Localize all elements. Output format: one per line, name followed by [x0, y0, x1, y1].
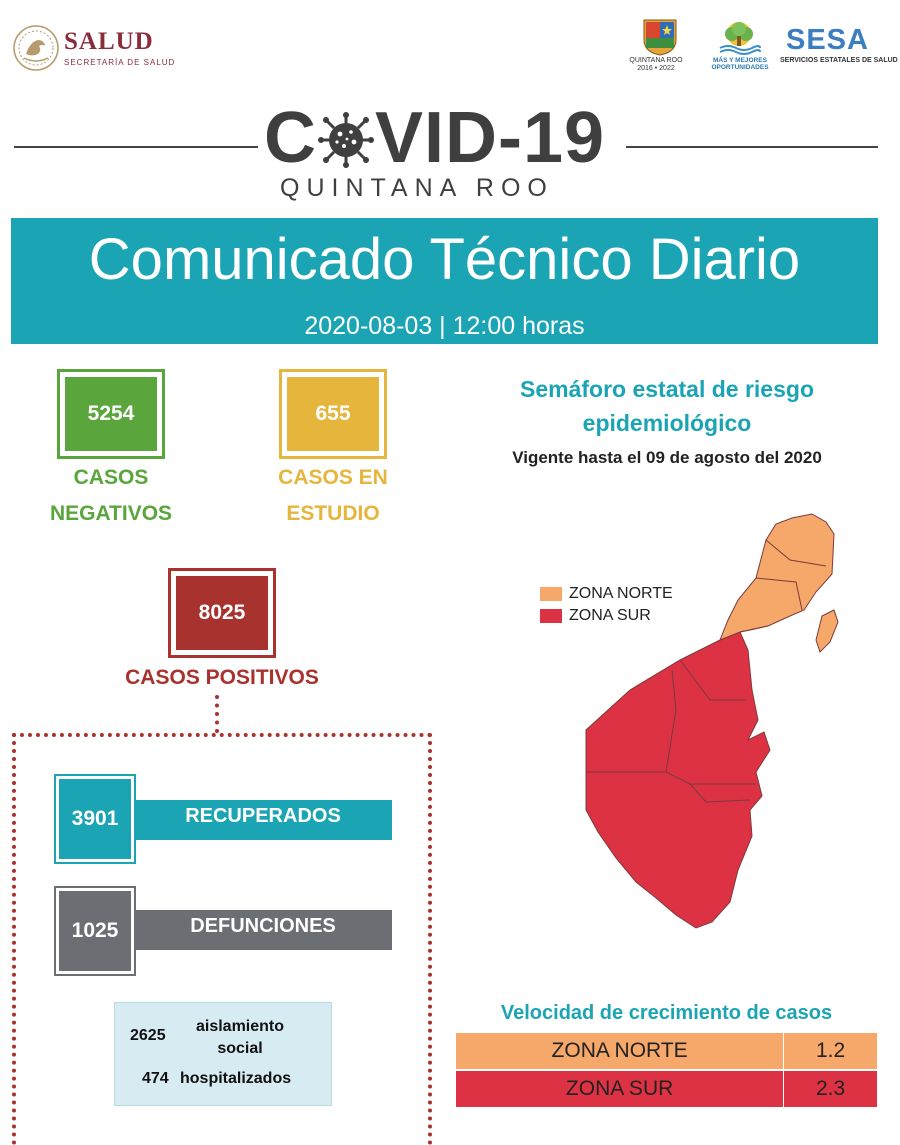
velocidad-zona-norte: ZONA NORTE	[551, 1039, 688, 1062]
map-zona-sur	[586, 632, 770, 928]
mmo-logo-text	[708, 57, 772, 71]
quintana-roo-logo-text	[626, 57, 686, 73]
positivos-value: 8025	[198, 601, 246, 624]
aislamiento-value: 2625	[130, 1027, 166, 1044]
covid-title-rest: VID-19	[375, 98, 606, 178]
defunciones-bar: DEFUNCIONES	[134, 910, 392, 950]
qroo-name: QUINTANA ROO	[629, 57, 683, 64]
legend-swatch-sur	[540, 609, 562, 623]
dotted-frame-top	[12, 733, 432, 737]
estudio-box	[279, 369, 387, 459]
semaforo-title-1: Semáforo estatal de riesgo	[520, 376, 814, 402]
quintana-roo-shield-icon	[642, 16, 678, 61]
semaforo-vigencia: Vigente hasta el 09 de agosto del 2020	[512, 448, 822, 467]
velocidad-valor-sur: 2.3	[783, 1071, 877, 1107]
dotted-frame-left	[12, 733, 16, 1145]
estudio-label-1: CASOS EN	[278, 466, 388, 489]
velocidad-row-norte	[456, 1033, 877, 1069]
dotted-connector	[215, 695, 219, 733]
estudio-value: 655	[315, 402, 351, 425]
quintana-roo-map	[580, 510, 860, 935]
banner-date: 2020-08-03 | 12:00 horas	[304, 312, 585, 340]
semaforo-title-2: epidemiológico	[582, 410, 752, 436]
negativos-box	[57, 369, 165, 459]
tree-logo-icon	[716, 20, 762, 61]
recuperados-bar: RECUPERADOS	[134, 800, 392, 840]
positivos-label: CASOS POSITIVOS	[125, 666, 319, 689]
sesa-title: SESA	[786, 24, 869, 56]
negativos-label-1: CASOS	[73, 466, 149, 489]
aislamiento-label-1: aislamiento	[195, 1018, 285, 1035]
aislamiento-label	[190, 1016, 290, 1060]
semaforo-title	[450, 372, 884, 440]
legend-swatch-norte	[540, 587, 562, 601]
dotted-frame-right	[428, 733, 432, 1145]
hospitalizados-label: hospitalizados	[180, 1070, 292, 1087]
salud-subtitle: SECRETARÍA DE SALUD	[64, 58, 176, 67]
velocidad-valor-norte: 1.2	[783, 1033, 877, 1069]
covid-title-c: C	[264, 98, 317, 178]
mexico-seal-icon	[12, 24, 60, 77]
banner-title: Comunicado Técnico Diario	[88, 227, 801, 292]
title-divider-right	[626, 146, 878, 148]
qroo-period: 2016 • 2022	[637, 65, 675, 72]
velocidad-title: Velocidad de crecimiento de casos	[500, 1002, 833, 1024]
mmo-line1: MÁS Y MEJORES	[713, 57, 767, 64]
map-cozumel	[816, 610, 838, 652]
covid-subtitle: QUINTANA ROO	[280, 174, 554, 202]
negativos-label	[20, 460, 202, 532]
negativos-value: 5254	[87, 402, 135, 425]
defunciones-value: 1025	[56, 888, 134, 974]
estudio-label	[242, 460, 424, 532]
mmo-line2: OPORTUNIDADES	[711, 64, 769, 71]
recuperados-value: 3901	[56, 776, 134, 862]
hospitalizados-value: 474	[142, 1070, 169, 1087]
velocidad-row-sur	[456, 1071, 877, 1107]
velocidad-zona-sur: ZONA SUR	[565, 1077, 674, 1100]
virus-icon	[318, 104, 374, 160]
title-divider-left	[14, 146, 258, 148]
legend-label-sur: ZONA SUR	[569, 607, 651, 624]
negativos-label-2: NEGATIVOS	[49, 502, 173, 525]
sesa-subtitle: SERVICIOS ESTATALES DE SALUD	[780, 57, 898, 64]
covid-title	[264, 98, 605, 178]
positivos-box	[168, 568, 276, 658]
salud-title: SALUD	[64, 28, 154, 55]
estudio-label-2: ESTUDIO	[286, 502, 380, 525]
map-zona-norte	[720, 514, 834, 640]
legend-label-norte: ZONA NORTE	[569, 585, 673, 602]
aislamiento-label-2: social	[217, 1040, 263, 1057]
